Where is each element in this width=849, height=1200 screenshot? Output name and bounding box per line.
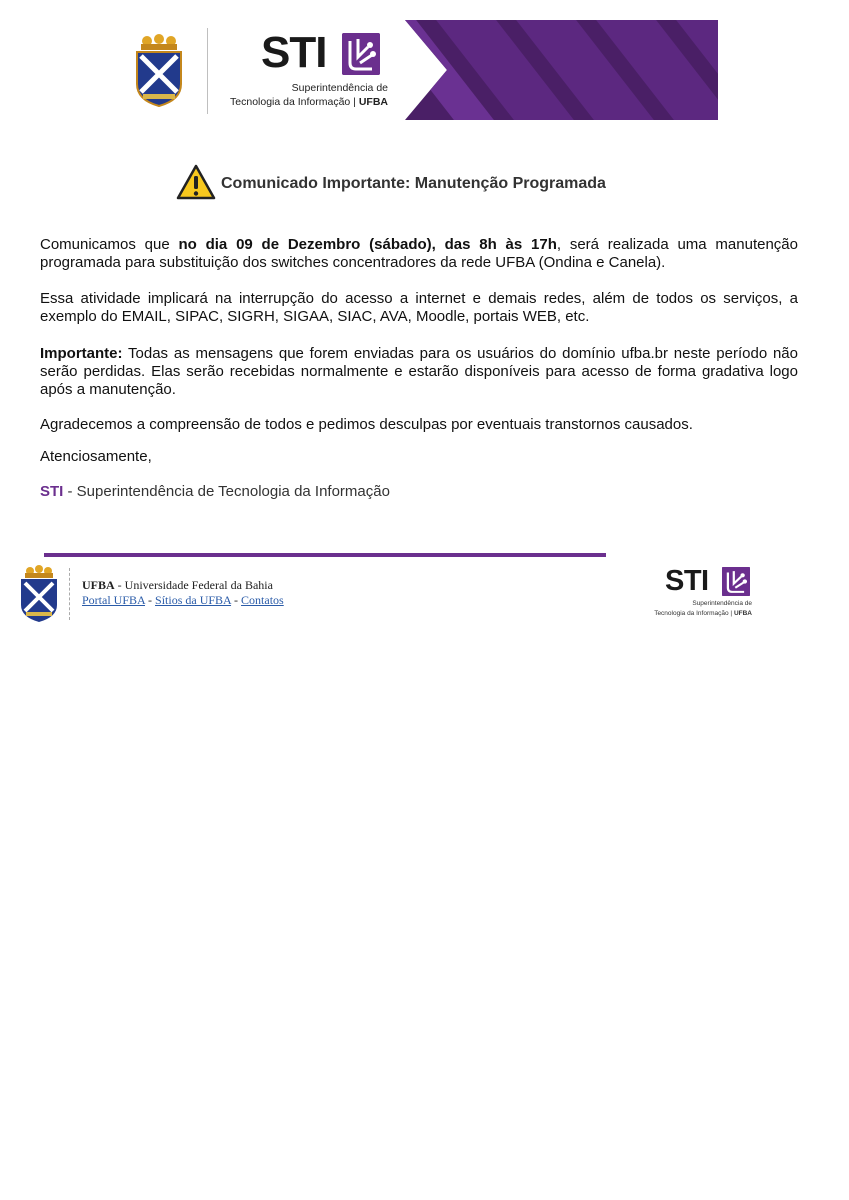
footer-divider-line xyxy=(44,553,606,557)
header-banner xyxy=(133,20,718,120)
sti-subtitle-2: Tecnologia da Informação | UFBA xyxy=(230,96,388,108)
circuit-icon xyxy=(342,33,380,75)
footer-circuit-icon xyxy=(722,567,750,596)
link-sitios-ufba[interactable]: Sítios da UFBA xyxy=(155,593,232,607)
footer-info xyxy=(82,578,284,608)
sti-logo xyxy=(229,30,399,116)
footer-sti-subtitle-1: Superintendência de xyxy=(692,600,752,607)
paragraph-important: Importante: Todas as mensagens que forem enviadas para os usuários do domínio ufba.br neste período não serão perdidas. Elas serão recebidas normalmente e estarão disponíveis para acesso de forma gradativa logo após a manutenção. xyxy=(40,345,798,398)
footer-sti-logo xyxy=(644,565,754,621)
paragraph-schedule: Comunicamos que no dia 09 de Dezembro (sábado), das 8h às 17h, será realizada uma manutenção programada para substituição dos switches concentradores da rede UFBA (Ondina e Canela). xyxy=(40,236,798,271)
footer-org: UFBA - Universidade Federal da Bahia xyxy=(82,578,273,592)
paragraph-impact: Essa atividade implicará na interrupção do acesso a internet e demais redes, além de todos os serviços, a exemplo do EMAIL, SIPAC, SIGRH, SIGAA, SIAC, AVA, Moodle, portais WEB, etc. xyxy=(40,290,798,325)
closing: Atenciosamente, xyxy=(40,448,152,465)
footer-links: Portal UFBA - Sítios da UFBA - Contatos xyxy=(82,593,284,607)
footer-sti-subtitle-2: Tecnologia da Informação | UFBA xyxy=(654,610,752,617)
ufba-footer-crest-icon xyxy=(18,565,60,623)
sti-subtitle-1: Superintendência de xyxy=(291,82,388,94)
banner-stripes xyxy=(405,20,718,120)
paragraph-thanks: Agradecemos a compreensão de todos e pedimos desculpas por eventuais transtornos causados. xyxy=(40,416,693,433)
announcement-heading xyxy=(176,164,696,202)
link-contatos[interactable]: Contatos xyxy=(241,593,284,607)
footer-sti-text: STI xyxy=(665,565,709,597)
warning-icon xyxy=(176,164,216,201)
link-portal-ufba[interactable]: Portal UFBA xyxy=(82,593,146,607)
page-title: Comunicado Importante: Manutenção Programada xyxy=(221,175,606,192)
sti-logo-text: STI xyxy=(261,28,327,77)
ufba-crest-icon xyxy=(133,34,185,108)
footer-divider xyxy=(69,568,70,620)
banner-divider xyxy=(207,28,208,114)
signature: STI - Superintendência de Tecnologia da Informação xyxy=(40,483,390,500)
